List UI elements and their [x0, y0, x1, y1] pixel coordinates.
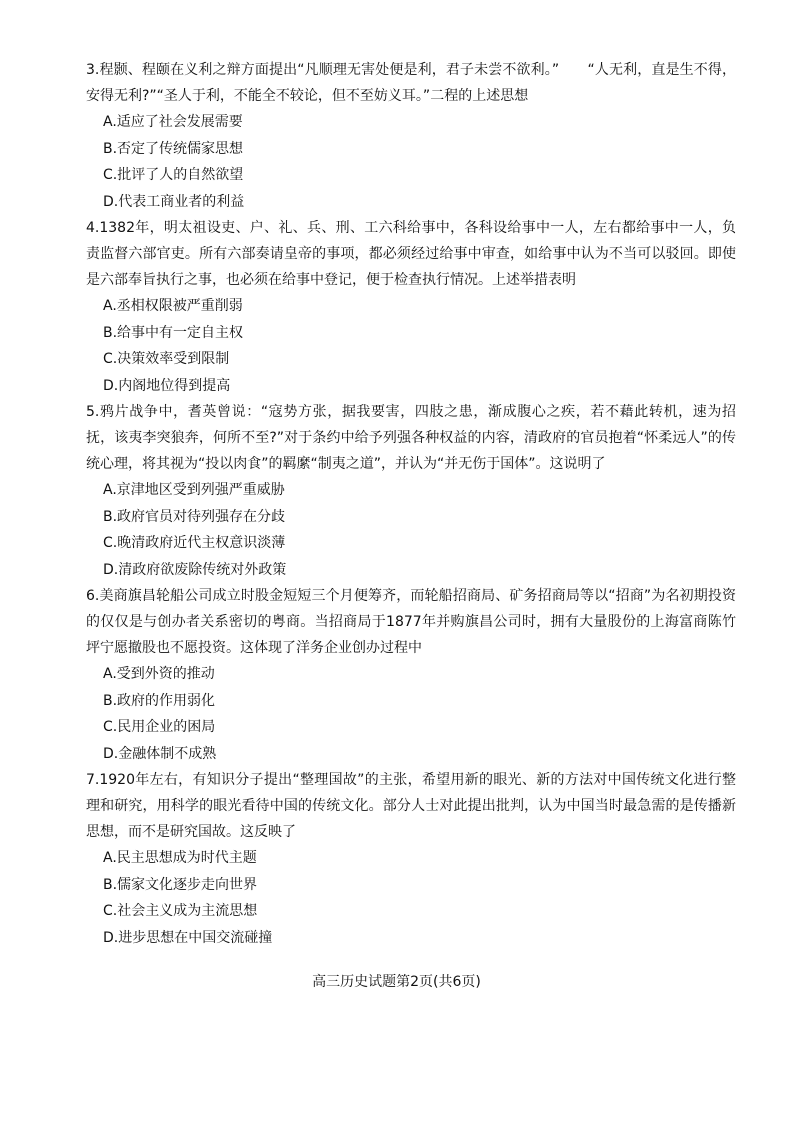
question-list — [86, 57, 736, 951]
question-3 — [86, 57, 736, 215]
question-6 — [86, 583, 736, 767]
option-d: D.代表工商业者的利益 — [103, 193, 245, 210]
option-c: C.决策效率受到限制 — [103, 351, 230, 367]
question-stem: 7.1920年左右，有知识分子提出“整理国故”的主张，希望用新的眼光、新的方法对中国传统文化进行整理和研究，用科学的眼光看待中国的传统文化。部分人士对此提出批判，认为中国当时最急需的是传播新思想，而不是研究国故。这反映了 — [86, 772, 736, 840]
question-stem: 3.程颢、程颐在义利之辩方面提出“凡顺理无害处便是利，君子未尝不欲利。” “人无利，直是生不得，安得无利?”“圣人于利，不能全不较论，但不至妨义耳。”二程的上述思想 — [86, 62, 736, 104]
option-c: C.晚清政府近代主权意识淡薄 — [103, 535, 286, 551]
option-d: D.金融体制不成熟 — [103, 745, 217, 762]
question-5 — [86, 399, 736, 583]
option-list — [86, 109, 736, 215]
option-a: A.丞相权限被严重削弱 — [103, 298, 243, 314]
question-stem: 5.鸦片战争中，耆英曾说：“寇势方张，据我要害，四肢之患，渐成腹心之疾，若不藉此转机，速为招抚，该夷李突狼奔，何所不至?”对于条约中给予列强各种权益的内容，清政府的官员抱着“怀柔远人”的传统心理，将其视为“投以肉食”的羁縻“制夷之道”，并认为“并无伤于国体”。这说明了 — [86, 404, 736, 472]
option-list — [86, 845, 736, 951]
option-list — [86, 293, 736, 399]
option-list — [86, 661, 736, 767]
option-b: B.政府的作用弱化 — [103, 692, 216, 709]
option-d: D.进步思想在中国交流碰撞 — [103, 929, 273, 946]
option-b: B.儒家文化逐步走向世界 — [103, 876, 258, 893]
option-a: A.京津地区受到列强严重威胁 — [103, 482, 285, 498]
option-list — [86, 477, 736, 583]
option-d: D.清政府欲废除传统对外政策 — [103, 561, 287, 578]
option-c: C.民用企业的困局 — [103, 719, 216, 735]
option-b: B.政府官员对待列强存在分歧 — [103, 508, 286, 525]
option-c: C.批评了人的自然欲望 — [103, 167, 244, 183]
option-b: B.给事中有一定自主权 — [103, 324, 244, 341]
question-stem: 6.美商旗昌轮船公司成立时股金短短三个月便筹齐，而轮船招商局、矿务招商局等以“招商”为名初期投资的仅仅是与创办者关系密切的粤商。当招商局于1877年并购旗昌公司时，拥有大量股份的上海富商陈竹坪宁愿撤股也不愿投资。这体现了洋务企业创办过程中 — [86, 588, 736, 656]
option-d: D.内阁地位得到提高 — [103, 377, 231, 394]
option-a: A.适应了社会发展需要 — [103, 114, 243, 130]
option-a: A.民主思想成为时代主题 — [103, 850, 257, 866]
option-a: A.受到外资的推动 — [103, 666, 215, 682]
page-footer: 高三历史试题第2页(共6页) — [312, 974, 481, 990]
option-b: B.否定了传统儒家思想 — [103, 140, 244, 157]
question-stem: 4.1382年，明太祖设吏、户、礼、兵、刑、工六科给事中，各科设给事中一人，左右都给事中一人，负责监督六部官吏。所有六部奏请皇帝的事项，都必须经过给事中审查，如给事中认为不当可以驳回。即使是六部奉旨执行之事，也必须在给事中登记，便于检查执行情况。上述举措表明 — [86, 220, 736, 288]
question-7 — [86, 767, 736, 951]
question-4 — [86, 215, 736, 399]
option-c: C.社会主义成为主流思想 — [103, 903, 258, 919]
